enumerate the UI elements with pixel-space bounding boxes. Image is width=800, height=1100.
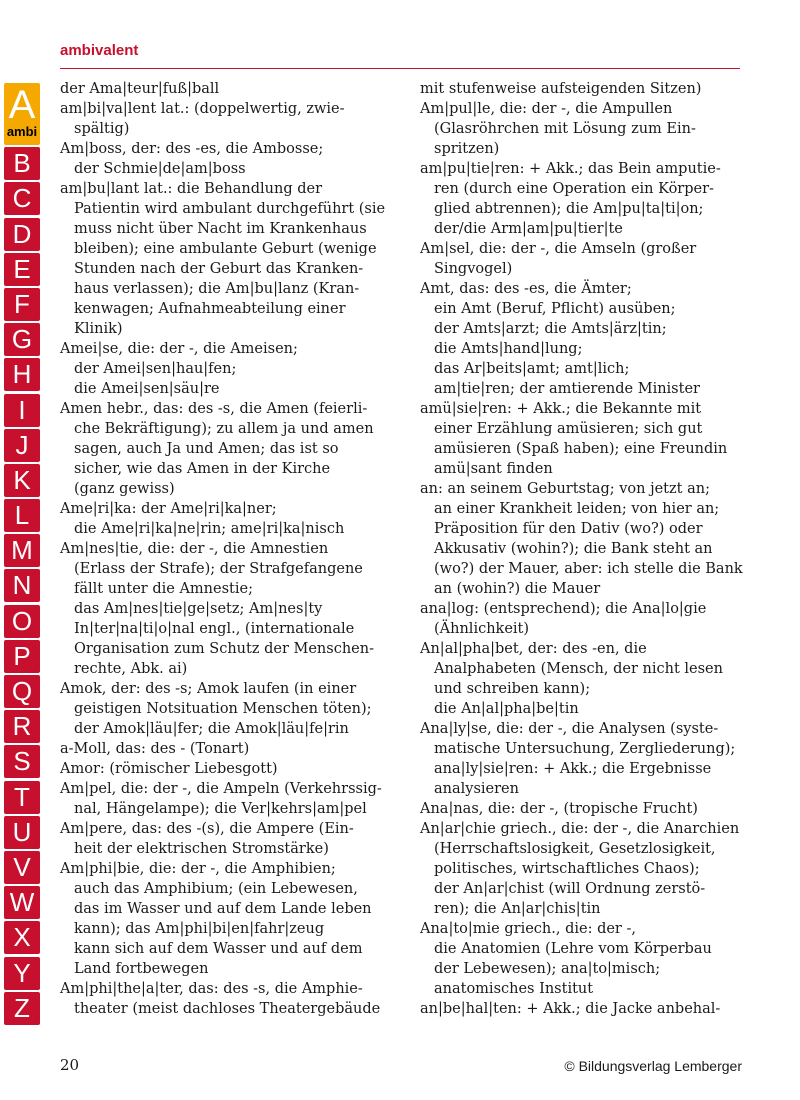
index-tab-d[interactable]: D — [4, 218, 40, 251]
entry-line: das Am|nes|tie|ge|setz; Am|nes|ty — [74, 601, 323, 617]
entry-line: (Herrschaftslosigkeit, Gesetzlosigkeit, — [434, 841, 716, 857]
running-head-bar — [60, 42, 740, 69]
dictionary-entry — [60, 499, 400, 539]
entry-line: der An|ar|chist (will Ordnung zerstö- — [434, 881, 706, 897]
entry-line: Ana|to|mie griech., die: der -, — [420, 921, 636, 937]
alphabet-index — [4, 83, 44, 1027]
index-tab-l[interactable]: L — [4, 499, 40, 532]
entry-line: an (wohin?) die Mauer — [434, 581, 601, 597]
dictionary-entry — [420, 799, 760, 819]
dictionary-entry — [420, 599, 760, 639]
index-tab-v[interactable]: V — [4, 851, 40, 884]
index-tab-b[interactable]: B — [4, 147, 40, 180]
dictionary-entry — [420, 639, 760, 719]
entry-line: Ana|ly|se, die: der -, die Analysen (syste- — [420, 721, 719, 737]
dictionary-entry — [420, 719, 760, 799]
entry-line: kann sich auf dem Wasser und auf dem — [74, 941, 363, 957]
index-tab-n[interactable]: N — [4, 569, 40, 602]
dictionary-entry — [420, 479, 760, 599]
entry-line: Akkusativ (wohin?); die Bank steht an — [434, 541, 713, 557]
index-tab-r[interactable]: R — [4, 710, 40, 743]
dictionary-entry — [420, 79, 760, 99]
dictionary-entry — [60, 979, 400, 1019]
entry-line: sicher, wie das Amen in der Kirche — [74, 461, 331, 477]
index-tab-z[interactable]: Z — [4, 992, 40, 1025]
entry-line: muss nicht über Nacht im Krankenhaus — [74, 221, 367, 237]
index-active-sub: ambi — [6, 124, 38, 139]
entry-line: analysieren — [434, 781, 519, 797]
dictionary-column-right — [420, 79, 760, 1019]
entry-line: haus verlassen); die Am|bu|lanz (Kran- — [74, 281, 360, 297]
dictionary-entry — [60, 819, 400, 859]
dictionary-entry — [420, 159, 760, 239]
dictionary-entry — [60, 779, 400, 819]
entry-line: einer Erzählung amüsieren; sich gut — [434, 421, 703, 437]
entry-line: der Ama|teur|fuß|ball — [60, 81, 220, 97]
entry-line: spältig) — [74, 121, 130, 137]
publisher-credit: © Bildungsverlag Lemberger — [564, 1058, 742, 1074]
entry-line: amüsieren (Spaß haben); eine Freundin — [434, 441, 728, 457]
index-tab-x[interactable]: X — [4, 921, 40, 954]
index-tab-t[interactable]: T — [4, 781, 40, 814]
entry-line: nal, Hängelampe); die Ver|kehrs|am|pel — [74, 801, 367, 817]
dictionary-entry — [420, 99, 760, 159]
dictionary-entry — [420, 399, 760, 479]
dictionary-entry — [420, 819, 760, 919]
entry-line: Am|boss, der: des -es, die Ambosse; — [60, 141, 324, 157]
dictionary-entry — [420, 239, 760, 279]
entry-line: che Bekräftigung); zu allem ja und amen — [74, 421, 374, 437]
entry-line: die Amts|hand|lung; — [434, 341, 583, 357]
entry-line: glied abtrennen); die Am|pu|ta|ti|on; — [434, 201, 704, 217]
index-active-letter: A — [8, 83, 36, 127]
entry-line: (ganz gewiss) — [74, 481, 175, 497]
dictionary-entry — [60, 339, 400, 399]
entry-line: An|ar|chie griech., die: der -, die Anarchien — [420, 821, 740, 837]
index-tab-f[interactable]: F — [4, 288, 40, 321]
index-tab-k[interactable]: K — [4, 464, 40, 497]
entry-line: Land fortbewegen — [74, 961, 209, 977]
entry-line: spritzen) — [434, 141, 500, 157]
index-tab-u[interactable]: U — [4, 816, 40, 849]
entry-line: der Amok|läu|fer; die Amok|läu|fe|rin — [74, 721, 349, 737]
entry-line: Am|phi|the|a|ter, das: des -s, die Amphie- — [60, 981, 363, 997]
entry-line: am|tie|ren; der amtierende Minister — [434, 381, 700, 397]
entry-line: heit der elektrischen Stromstärke) — [74, 841, 329, 857]
index-tab-m[interactable]: M — [4, 534, 40, 567]
entry-line: an einer Krankheit leiden; von hier an; — [434, 501, 720, 517]
index-tabs — [4, 147, 44, 1025]
entry-line: kenwagen; Aufnahmeabteilung einer — [74, 301, 346, 317]
entry-line: sagen, auch Ja und Amen; das ist so — [74, 441, 339, 457]
dictionary-column-left — [60, 79, 400, 1019]
entry-line: und schreiben kann); — [434, 681, 591, 697]
entry-line: ren (durch eine Operation ein Körper- — [434, 181, 714, 197]
entry-line: fällt unter die Amnestie; — [74, 581, 253, 597]
entry-line: Amor: (römischer Liebesgott) — [60, 761, 278, 777]
entry-line: amü|sie|ren: + Akk.; die Bekannte mit — [420, 401, 702, 417]
entry-line: an|be|hal|ten: + Akk.; die Jacke anbehal- — [420, 1001, 721, 1017]
dictionary-entry — [60, 139, 400, 179]
entry-line: (Glasröhrchen mit Lösung zum Ein- — [434, 121, 696, 137]
dictionary-entry — [60, 539, 400, 679]
entry-line: An|al|pha|bet, der: des -en, die — [420, 641, 647, 657]
dictionary-entry — [420, 919, 760, 999]
entry-line: ana|log: (entsprechend); die Ana|lo|gie — [420, 601, 707, 617]
entry-line: der Schmie|de|am|boss — [74, 161, 246, 177]
page-number: 20 — [60, 1056, 80, 1074]
entry-line: der Amei|sen|hau|fen; — [74, 361, 237, 377]
entry-line: die Anatomien (Lehre vom Körperbau — [434, 941, 712, 957]
dictionary-entry — [420, 279, 760, 399]
index-tab-p[interactable]: P — [4, 640, 40, 673]
entry-line: Amok, der: des -s; Amok laufen (in einer — [60, 681, 357, 697]
entry-line: Ame|ri|ka: der Ame|ri|ka|ner; — [60, 501, 277, 517]
dictionary-entry — [60, 679, 400, 739]
entry-line: Amei|se, die: der -, die Ameisen; — [60, 341, 298, 357]
index-tab-g[interactable]: G — [4, 323, 40, 356]
index-tab-active[interactable] — [4, 83, 40, 145]
entry-line: Am|phi|bie, die: der -, die Amphibien; — [60, 861, 336, 877]
running-head: ambivalent — [60, 42, 139, 59]
entry-line: Analphabeten (Mensch, der nicht lesen — [434, 661, 723, 677]
entry-line: die An|al|pha|be|tin — [434, 701, 579, 717]
entry-line: die Ame|ri|ka|ne|rin; ame|ri|ka|nisch — [74, 521, 345, 537]
entry-line: Patientin wird ambulant durchgeführt (sie — [74, 201, 386, 217]
entry-line: am|bu|lant lat.: die Behandlung der — [60, 181, 323, 197]
index-tab-q[interactable]: Q — [4, 675, 40, 708]
entry-line: (Erlass der Strafe); der Strafgefangene — [74, 561, 363, 577]
entry-line: Stunden nach der Geburt das Kranken- — [74, 261, 364, 277]
dictionary-entry — [60, 399, 400, 499]
index-tab-e[interactable]: E — [4, 253, 40, 286]
index-tab-y[interactable]: Y — [4, 957, 40, 990]
entry-line: In|ter|na|ti|o|nal engl., (internationale — [74, 621, 355, 637]
entry-line: Am|nes|tie, die: der -, die Amnestien — [60, 541, 329, 557]
entry-line: mit stufenweise aufsteigenden Sitzen) — [420, 81, 702, 97]
entry-line: Am|pel, die: der -, die Ampeln (Verkehrssig- — [60, 781, 382, 797]
entry-line: rechte, Abk. ai) — [74, 661, 188, 677]
index-tab-j[interactable]: J — [4, 429, 40, 462]
entry-line: geistigen Notsituation Menschen töten); — [74, 701, 372, 717]
entry-line: am|pu|tie|ren: + Akk.; das Bein amputie- — [420, 161, 721, 177]
entry-line: auch das Amphibium; (ein Lebewesen, — [74, 881, 358, 897]
dictionary-entry — [60, 179, 400, 339]
entry-line: theater (meist dachloses Theatergebäude — [74, 1001, 381, 1017]
entry-line: (Ähnlichkeit) — [434, 621, 530, 637]
entry-line: der Amts|arzt; die Amts|ärz|tin; — [434, 321, 667, 337]
entry-line: ana|ly|sie|ren: + Akk.; die Ergebnisse — [434, 761, 712, 777]
entry-line: bleiben); eine ambulante Geburt (wenige — [74, 241, 377, 257]
entry-line: die Amei|sen|säu|re — [74, 381, 220, 397]
entry-line: Singvogel) — [434, 261, 513, 277]
dictionary-entry — [60, 859, 400, 979]
entry-line: am|bi|va|lent lat.: (doppelwertig, zwie- — [60, 101, 345, 117]
entry-line: anatomisches Institut — [434, 981, 594, 997]
dictionary-entry — [60, 739, 400, 759]
entry-line: Amen hebr., das: des -s, die Amen (feierli- — [60, 401, 368, 417]
entry-line: ein Amt (Beruf, Pflicht) ausüben; — [434, 301, 676, 317]
entry-line: Am|pere, das: des -(s), die Ampere (Ein- — [60, 821, 354, 837]
entry-line: Am|sel, die: der -, die Amseln (großer — [420, 241, 697, 257]
entry-line: matische Untersuchung, Zergliederung); — [434, 741, 736, 757]
index-tab-s[interactable]: S — [4, 745, 40, 778]
entry-line: der/die Arm|am|pu|tier|te — [434, 221, 623, 237]
entry-line: Amt, das: des -es, die Ämter; — [420, 281, 632, 297]
entry-line: Präposition für den Dativ (wo?) oder — [434, 521, 703, 537]
index-tab-o[interactable]: O — [4, 605, 40, 638]
entry-line: a-Moll, das: des - (Tonart) — [60, 741, 250, 757]
index-tab-i[interactable]: I — [4, 394, 40, 427]
dictionary-entry — [60, 759, 400, 779]
entry-line: an: an seinem Geburtstag; von jetzt an; — [420, 481, 710, 497]
entry-line: politisches, wirtschaftliches Chaos); — [434, 861, 700, 877]
entry-line: Am|pul|le, die: der -, die Ampullen — [420, 101, 673, 117]
entry-line: (wo?) der Mauer, aber: ich stelle die Bank — [434, 561, 743, 577]
entry-line: amü|sant finden — [434, 461, 553, 477]
entry-line: das Ar|beits|amt; amt|lich; — [434, 361, 630, 377]
dictionary-entry — [420, 999, 760, 1019]
index-tab-h[interactable]: H — [4, 358, 40, 391]
entry-line: kann); das Am|phi|bi|en|fahr|zeug — [74, 921, 325, 937]
entry-line: das im Wasser und auf dem Lande leben — [74, 901, 372, 917]
entry-line: Ana|nas, die: der -, (tropische Frucht) — [420, 801, 698, 817]
index-tab-w[interactable]: W — [4, 886, 40, 919]
entry-line: Organisation zum Schutz der Menschen- — [74, 641, 374, 657]
dictionary-entry — [60, 79, 400, 99]
entry-line: Klinik) — [74, 321, 123, 337]
entry-line: der Lebewesen); ana|to|misch; — [434, 961, 661, 977]
index-tab-c[interactable]: C — [4, 182, 40, 215]
entry-line: ren); die An|ar|chis|tin — [434, 901, 601, 917]
dictionary-entry — [60, 99, 400, 139]
